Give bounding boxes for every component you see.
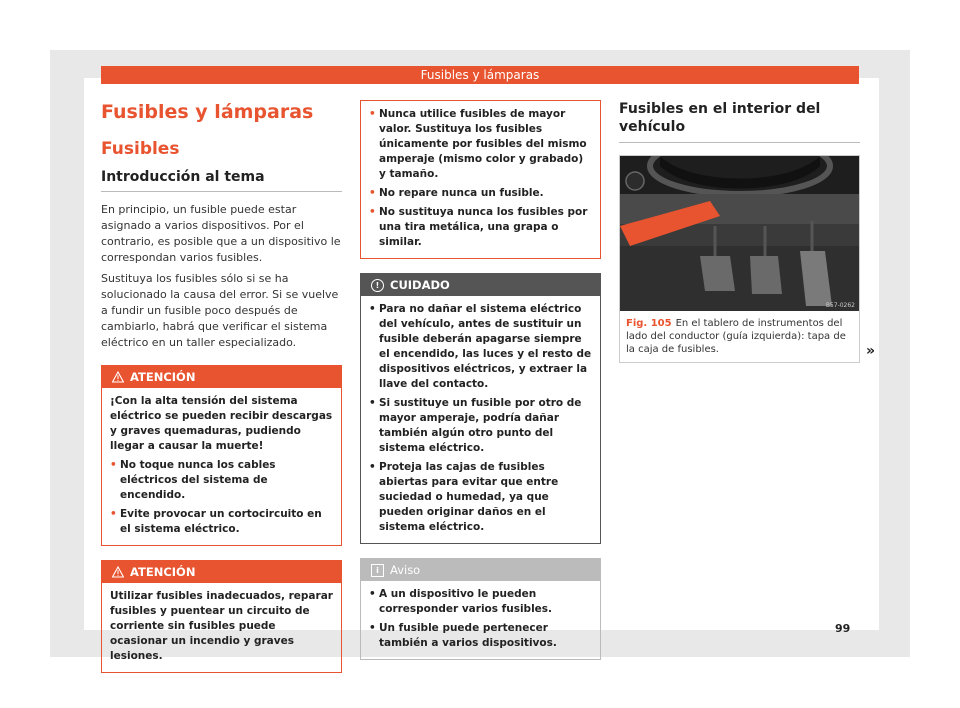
chapter-title: Fusibles y lámparas — [101, 101, 314, 123]
column-middle — [360, 100, 601, 660]
warning-header — [102, 366, 341, 388]
column-left — [101, 100, 342, 673]
subsection-title: Introducción al tema — [101, 168, 342, 192]
note-header — [361, 559, 600, 581]
figure-105 — [619, 155, 875, 363]
figure-number: Fig. 105 — [626, 318, 672, 329]
warning-body — [102, 388, 341, 545]
note-body — [361, 581, 600, 659]
warning-lead: Utilizar fusibles inadecuados, reparar fusibles y puentear un circuito de corriente sin fusibles puede ocasionar un incendio y graves lesiones. — [110, 590, 333, 662]
caution-box — [360, 273, 601, 544]
warning-bullet: • No repare nunca un fusible. — [369, 186, 592, 201]
intro-paragraph-2: Sustituya los fusibles sólo si se ha solucionado la causa del error. Si se vuelve a fundir un fusible poco después de cambiarlo, habrá que verificar el sistema eléctrico en un taller especializado. — [101, 272, 339, 349]
section-title: Fusibles — [101, 139, 180, 159]
warning-bullet: • Nunca utilice fusibles de mayor valor. Sustituya los fusibles únicamente por fusibles del mismo amperaje (mismo color y grabado) y tamaño. — [369, 107, 592, 182]
note-bullet: • A un dispositivo le pueden corresponder varios fusibles. — [369, 587, 592, 617]
column-right — [619, 100, 875, 363]
caution-header — [361, 274, 600, 296]
section-title-interior-fuses: Fusibles en el interior del vehículo — [619, 100, 860, 143]
running-header: Fusibles y lámparas — [101, 66, 859, 84]
warning-body — [361, 101, 600, 258]
caption-text: En el tablero de instrumentos del lado del conductor (guía izquierda): tapa de la caja de fusibles. — [626, 318, 846, 355]
warning-bullet: • No sustituya nunca los fusibles por una tira metálica, una grapa o similar. — [369, 205, 592, 250]
warning-lead: ¡Con la alta tensión del sistema eléctrico se pueden recibir descargas y graves quemaduras, pudiendo llegar a causar la muerte! — [110, 395, 333, 452]
figure-code: B57-0262 — [825, 302, 855, 309]
caution-body — [361, 296, 600, 543]
warning-triangle-icon — [112, 566, 124, 578]
intro-paragraph-1: En principio, un fusible puede estar asignado a varios dispositivos. Por el contrario, es posible que a un dispositivo le correspondan varios fusibles. — [101, 203, 341, 264]
info-icon: i — [371, 564, 384, 577]
warning-label: ATENCIÓN — [130, 565, 196, 579]
caution-bullet: • Para no dañar el sistema eléctrico del vehículo, antes de sustituir un fusible deberán apagarse siempre el encendido, las luces y el resto de dispositivos eléctricos, y extraer la llave del contacto. — [369, 302, 592, 392]
caution-label: CUIDADO — [390, 278, 450, 292]
warning-box-1 — [101, 365, 342, 546]
note-box — [360, 558, 601, 660]
warning-header — [102, 561, 341, 583]
warning-bullet: • No toque nunca los cables eléctricos del sistema de encendido. — [110, 458, 333, 503]
warning-box-2 — [101, 560, 342, 673]
continue-arrow-icon: » — [865, 343, 875, 359]
caution-bullet: • Proteja las cajas de fusibles abiertas para evitar que entre suciedad o humedad, ya que pueden originar daños en el sistema eléctrico. — [369, 460, 592, 535]
dashboard-fusebox-photo — [620, 156, 859, 311]
warning-bullet: • Evite provocar un cortocircuito en el sistema eléctrico. — [110, 507, 333, 537]
warning-box-2-continued — [360, 100, 601, 259]
note-label: Aviso — [390, 563, 421, 577]
figure-caption — [620, 311, 875, 362]
car-interior-illustration — [620, 156, 859, 311]
page-number: 99 — [835, 622, 851, 635]
warning-body — [102, 583, 341, 672]
warning-label: ATENCIÓN — [130, 370, 196, 384]
warning-triangle-icon — [112, 371, 124, 383]
note-bullet: • Un fusible puede pertenecer también a varios dispositivos. — [369, 621, 592, 651]
caution-bullet: • Si sustituye un fusible por otro de mayor amperaje, podría dañar también algún otro punto del sistema eléctrico. — [369, 396, 592, 456]
exclamation-circle-icon: ! — [371, 279, 384, 292]
